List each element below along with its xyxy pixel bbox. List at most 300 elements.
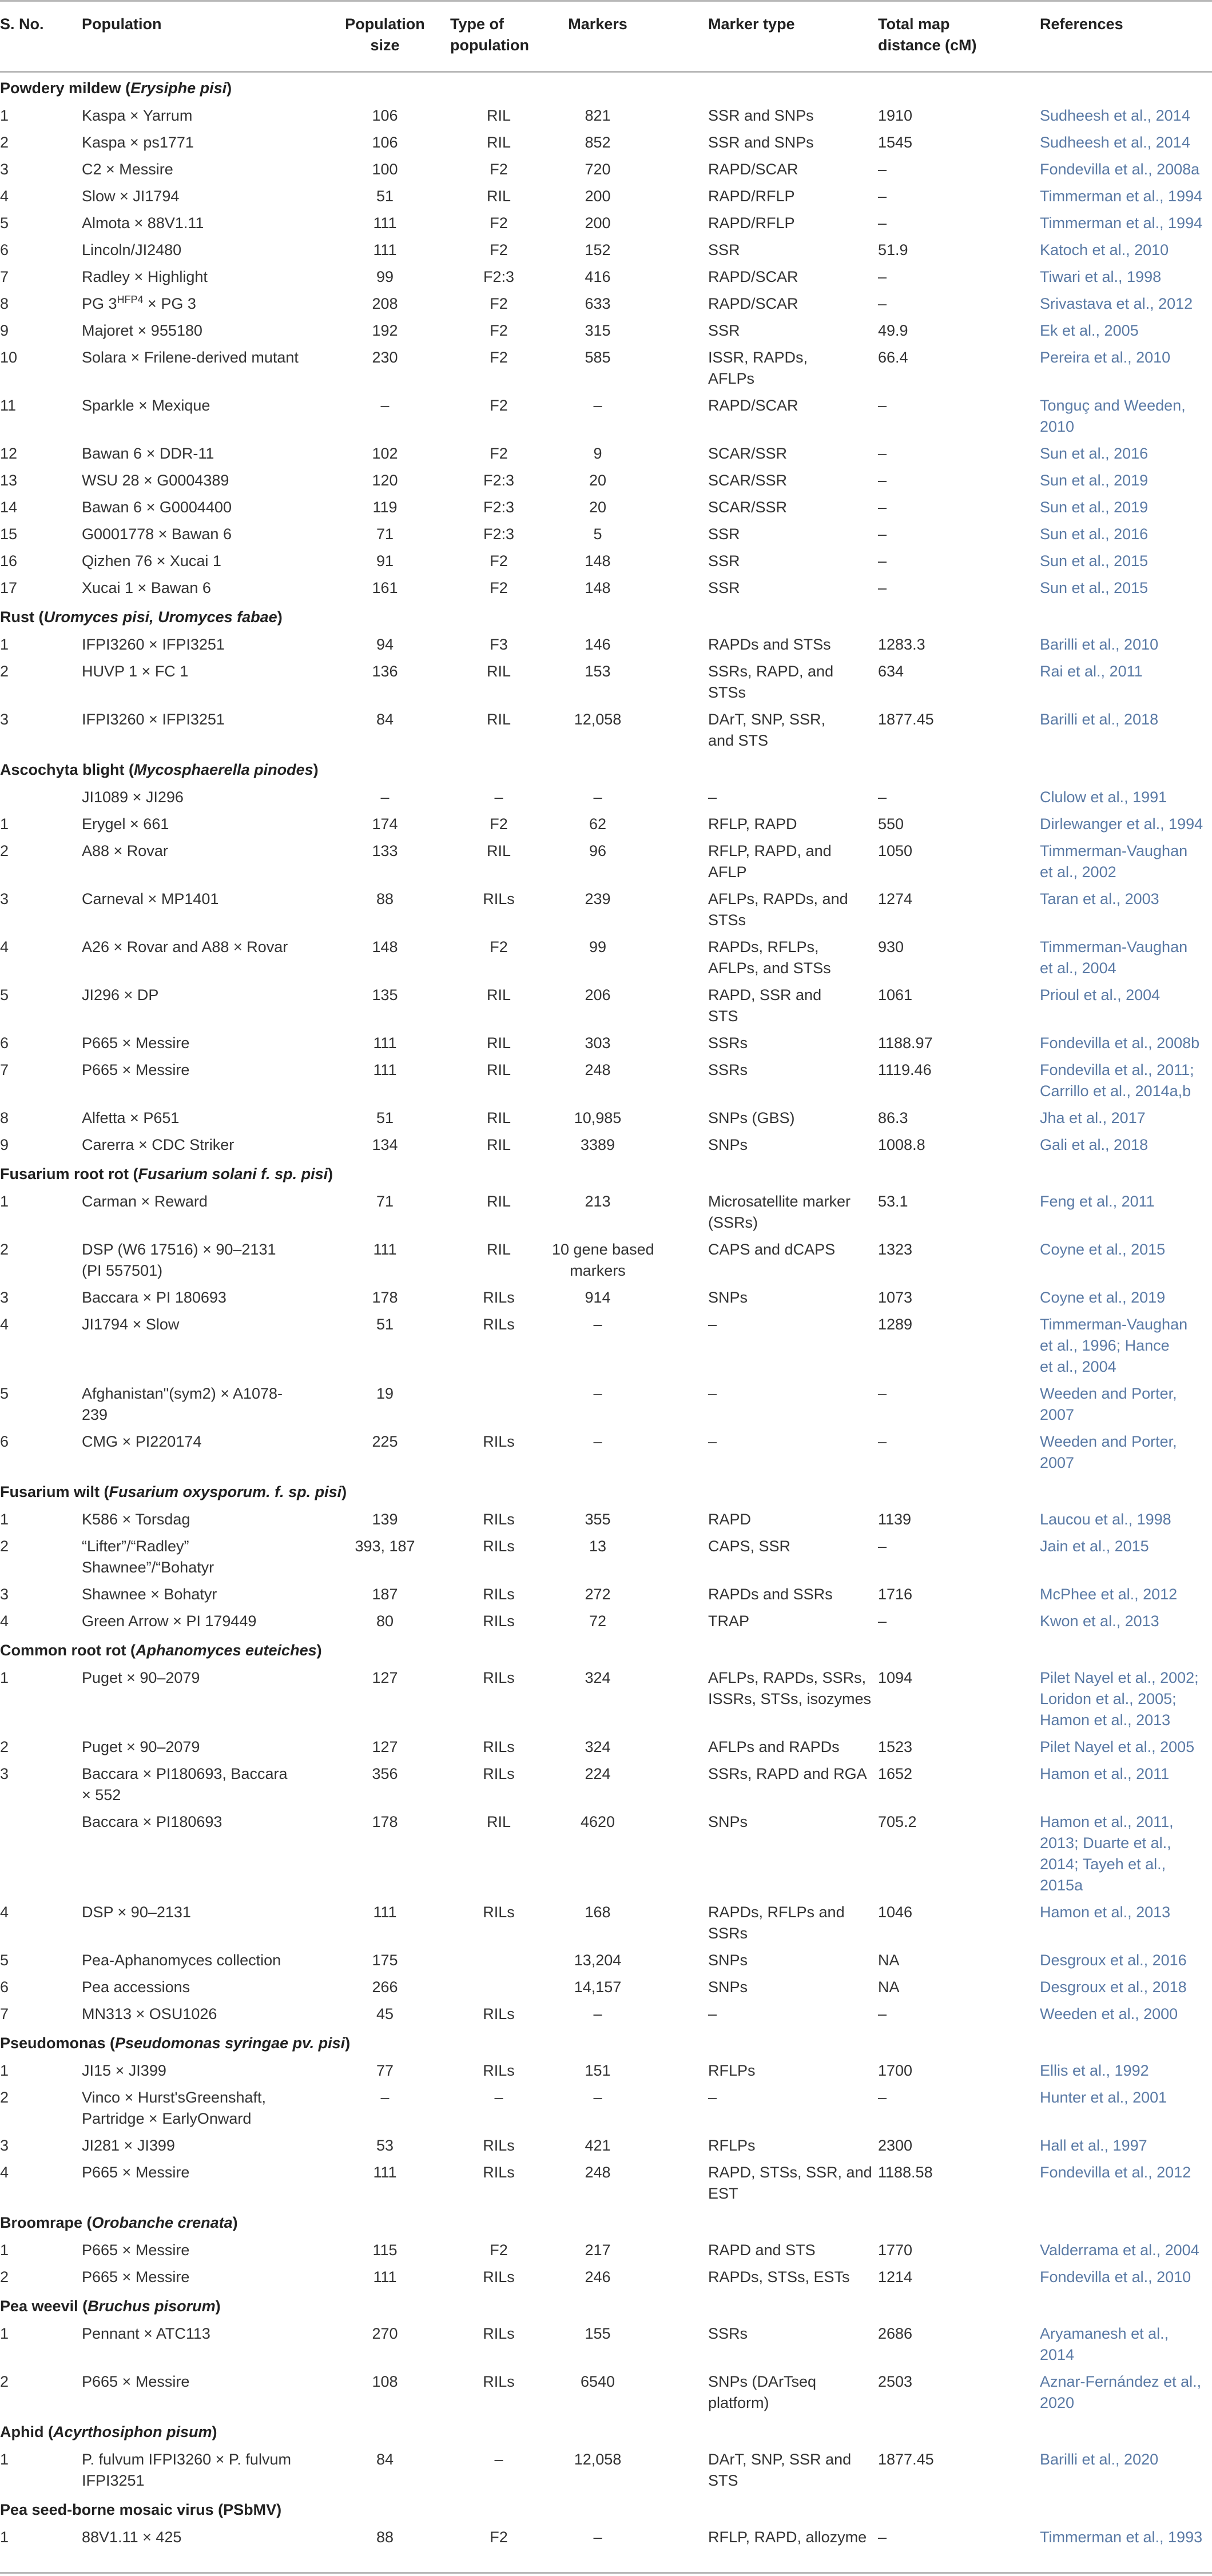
cell-sno: 3: [0, 161, 9, 178]
cell-reference: Desgroux et al., 2018: [1040, 1978, 1187, 1996]
cell-map-distance: 1283.3: [878, 636, 925, 653]
cell-markers: 13: [589, 1538, 607, 1555]
section-title: Fusarium root rot (Fusarium solani f. sp. pisi): [0, 1165, 333, 1183]
cell-sno: 6: [0, 241, 9, 258]
cell-sno: 4: [0, 1613, 9, 1630]
cell-sno: 5: [0, 986, 9, 1004]
cell-sno: 2: [0, 663, 9, 680]
cell-population: P665 × Messire: [82, 1034, 190, 1052]
cell-marker-type: SNPs: [708, 1952, 748, 1969]
cell-marker-type: SSR: [708, 552, 740, 570]
cell-marker-type: CAPS, SSR: [708, 1538, 791, 1555]
cell-population-size: 45: [376, 2005, 394, 2022]
section-latin-name: Aphanomyces euteiches: [135, 1642, 317, 1659]
cell-population: Carneval × MP1401: [82, 890, 219, 907]
cell-population: Radley × Highlight: [82, 268, 208, 285]
cell-map-distance: 1545: [878, 134, 913, 151]
cell-marker-type: RFLPs: [708, 2062, 756, 2079]
cell-sno: 6: [0, 1433, 9, 1450]
section-title: Broomrape (Orobanche crenata): [0, 2214, 238, 2231]
cell-map-distance: 1274: [878, 890, 913, 907]
cell-reference: Sun et al., 2019: [1040, 472, 1149, 489]
cell-population: JI296 × DP: [82, 986, 159, 1004]
cell-marker-type: SNPs: [708, 1289, 748, 1306]
cell-map-distance: 1094: [878, 1669, 913, 1686]
cell-markers: 272: [585, 1586, 611, 1603]
cell-map-distance: –: [878, 2089, 887, 2106]
section-title: Aphid (Acyrthosiphon pisum): [0, 2423, 217, 2440]
cell-reference: Weeden and Porter,: [1040, 1433, 1177, 1450]
cell-marker-type: SNPs: [708, 1136, 748, 1153]
cell-markers: 315: [585, 322, 611, 339]
cell-population: Kaspa × ps1771: [82, 134, 194, 151]
cell-reference: Coyne et al., 2019: [1040, 1289, 1166, 1306]
cell-sno: 12: [0, 445, 18, 462]
cell-reference: Fondevilla et al., 2011;: [1040, 1061, 1194, 1078]
cell-sno: 16: [0, 552, 18, 570]
cell-markers: 10 gene based: [552, 1241, 654, 1258]
cell-map-distance: 1652: [878, 1765, 913, 1782]
cell-sno: 4: [0, 1904, 9, 1921]
cell-map-distance: 1877.45: [878, 2451, 934, 2468]
cell-reference: Ek et al., 2005: [1040, 322, 1139, 339]
header-marker-type: Marker type: [708, 15, 795, 33]
cell-marker-type: –: [708, 1433, 717, 1450]
cell-population-type: RILs: [483, 1669, 515, 1686]
cell-map-distance: 1008.8: [878, 1136, 925, 1153]
cell-sno: 2: [0, 2089, 9, 2106]
cell-sno: 3: [0, 1765, 9, 1782]
cell-marker-type: ISSR, RAPDs,: [708, 349, 808, 366]
cell-reference: Dirlewanger et al., 1994: [1040, 815, 1203, 833]
cell-population-size: 100: [372, 161, 398, 178]
cell-marker-type: STSs: [708, 684, 746, 701]
cell-markers: 5: [593, 525, 602, 543]
cell-population: Sparkle × Mexique: [82, 397, 210, 414]
cell-population: “Lifter”/“Radley”: [82, 1538, 189, 1555]
cell-sno: 7: [0, 1061, 9, 1078]
cell-map-distance: –: [878, 295, 887, 312]
cell-marker-type: SCAR/SSR: [708, 445, 788, 462]
cell-reference: Timmerman et al., 1994: [1040, 214, 1203, 232]
cell-population-size: 393, 187: [355, 1538, 415, 1555]
cell-population-size: 88: [376, 2529, 394, 2546]
cell-population: Green Arrow × PI 179449: [82, 1613, 257, 1630]
cell-marker-type: SSR and SNPs: [708, 134, 814, 151]
cell-sno: 1: [0, 815, 9, 833]
cell-population-size: 127: [372, 1738, 398, 1755]
cell-population-type: F2: [490, 2241, 508, 2259]
cell-sno: 11: [0, 397, 17, 414]
cell-population-size: 178: [372, 1813, 398, 1830]
cell-population-size: 225: [372, 1433, 398, 1450]
section-latin-name: Pseudomonas syringae pv. pisi: [115, 2034, 345, 2052]
header-rule: [0, 71, 1212, 73]
cell-population: Almota × 88V1.11: [82, 214, 204, 232]
cell-map-distance: 1716: [878, 1586, 913, 1603]
cell-population-size: 111: [373, 1241, 397, 1258]
cell-reference: Srivastava et al., 2012: [1040, 295, 1193, 312]
cell-population: Shawnee”/“Bohatyr: [82, 1559, 214, 1576]
cell-population-type: RIL: [486, 986, 511, 1004]
cell-reference: et al., 1996; Hance: [1040, 1337, 1170, 1354]
cell-reference: Loridon et al., 2005;: [1040, 1690, 1177, 1707]
header-markers: Markers: [568, 15, 627, 33]
cell-markers: –: [593, 2529, 602, 2546]
cell-population-size: 106: [372, 107, 398, 124]
cell-sno: 1: [0, 107, 9, 124]
cell-population-size: 108: [372, 2373, 398, 2390]
cell-map-distance: –: [878, 1613, 887, 1630]
cell-sno: 10: [0, 349, 18, 366]
cell-population-size: 111: [373, 1034, 397, 1052]
cell-markers: 72: [589, 1613, 607, 1630]
cell-population: Baccara × PI 180693: [82, 1289, 226, 1306]
cell-markers: 633: [585, 295, 611, 312]
cell-reference: Hall et al., 1997: [1040, 2137, 1147, 2154]
cell-population: Carerra × CDC Striker: [82, 1136, 235, 1153]
cell-population-size: 91: [376, 552, 394, 570]
cell-sno: 1: [0, 2062, 9, 2079]
cell-population: JI1089 × JI296: [82, 789, 184, 806]
cell-sno: 2: [0, 2268, 9, 2286]
cell-population: Majoret × 955180: [82, 322, 202, 339]
cell-markers: 914: [585, 1289, 611, 1306]
cell-reference: Rai et al., 2011: [1040, 663, 1143, 680]
cell-population: WSU 28 × G0004389: [82, 472, 229, 489]
cell-reference: Hunter et al., 2001: [1040, 2089, 1167, 2106]
cell-map-distance: 1061: [878, 986, 913, 1004]
cell-population-size: 187: [372, 1586, 398, 1603]
cell-marker-type: –: [708, 789, 717, 806]
cell-markers: 324: [585, 1738, 611, 1755]
cell-reference: Hamon et al., 2011: [1040, 1765, 1170, 1782]
cell-population-size: 111: [373, 1904, 397, 1921]
cell-map-distance: –: [878, 472, 887, 489]
cell-population-size: 266: [372, 1978, 398, 1996]
section-title-text: Ascochyta blight: [0, 761, 125, 778]
cell-population: (PI 557501): [82, 1262, 163, 1279]
cell-reference: Barilli et al., 2018: [1040, 711, 1159, 728]
cell-markers: 3389: [580, 1136, 615, 1153]
section-title-text: Powdery mildew: [0, 79, 121, 97]
cell-sno: 4: [0, 2164, 9, 2181]
cell-marker-type: AFLPs, RAPDs, SSRs,: [708, 1669, 867, 1686]
cell-marker-type: STSs: [708, 911, 746, 929]
cell-markers: 146: [585, 636, 611, 653]
header-population: Population: [82, 15, 162, 33]
top-rule: [0, 0, 1212, 2]
cell-population-size: –: [380, 789, 390, 806]
cell-marker-type: –: [708, 1316, 717, 1333]
cell-marker-type: TRAP: [708, 1613, 750, 1630]
cell-sno: 4: [0, 938, 9, 955]
cell-sno: 1: [0, 2451, 9, 2468]
cell-map-distance: 1139: [878, 1511, 912, 1528]
cell-population-type: RILs: [483, 2137, 515, 2154]
cell-markers: 213: [585, 1193, 611, 1210]
cell-sno: 9: [0, 1136, 9, 1153]
cell-reference: 2020: [1040, 2394, 1075, 2411]
cell-map-distance: NA: [878, 1978, 900, 1996]
cell-population-type: RILs: [483, 2268, 515, 2286]
cell-population: C2 × Messire: [82, 161, 173, 178]
cell-population: DSP × 90–2131: [82, 1904, 191, 1921]
cell-markers: 12,058: [574, 711, 622, 728]
cell-population-type: F2:3: [483, 499, 515, 516]
cell-sno: 2: [0, 1738, 9, 1755]
section-latin-name: Mycosphaerella pinodes: [134, 761, 313, 778]
cell-marker-type: RAPD: [708, 1511, 752, 1528]
cell-marker-type: SSRs: [708, 1925, 748, 1942]
cell-marker-type: SSR: [708, 525, 740, 543]
cell-population-size: 174: [372, 815, 398, 833]
cell-sno: 4: [0, 188, 9, 205]
cell-population: 88V1.11 × 425: [82, 2529, 182, 2546]
cell-sno: 1: [0, 636, 9, 653]
cell-marker-type: RAPD/SCAR: [708, 397, 798, 414]
cell-reference: Aznar-Fernández et al.,: [1040, 2373, 1202, 2390]
cell-population-size: 84: [376, 711, 394, 728]
cell-population-size: 230: [372, 349, 398, 366]
cell-marker-type: RAPD/RFLP: [708, 214, 795, 232]
cell-population-type: RIL: [486, 1193, 511, 1210]
cell-population-type: RILs: [483, 2005, 515, 2022]
cell-markers: 355: [585, 1511, 611, 1528]
cell-reference: 2007: [1040, 1406, 1075, 1423]
header-pop-size-2: size: [370, 37, 400, 54]
cell-sno: 3: [0, 1289, 9, 1306]
cell-population: JI1794 × Slow: [82, 1316, 180, 1333]
cell-population-type: RIL: [486, 188, 511, 205]
cell-marker-type: SNPs (GBS): [708, 1109, 795, 1126]
section-latin-name: Orobanche crenata: [92, 2214, 233, 2231]
cell-map-distance: 705.2: [878, 1813, 917, 1830]
cell-reference: 2015a: [1040, 1877, 1083, 1894]
header-map-distance-2: distance (cM): [878, 37, 977, 54]
cell-reference: 2014: [1040, 2346, 1075, 2363]
cell-marker-type: ISSRs, STSs, isozymes: [708, 1690, 872, 1707]
cell-population: Carman × Reward: [82, 1193, 208, 1210]
cell-population-type: RIL: [486, 842, 511, 859]
cell-population: IFPI3260 × IFPI3251: [82, 711, 225, 728]
cell-population-size: 119: [372, 499, 398, 516]
cell-population-type: RILs: [483, 1538, 515, 1555]
cell-marker-type: SSRs: [708, 1034, 748, 1052]
cell-population-size: 133: [372, 842, 398, 859]
cell-sno: 3: [0, 890, 9, 907]
cell-population-type: RILs: [483, 2373, 515, 2390]
header-references: References: [1040, 15, 1123, 33]
cell-map-distance: –: [878, 397, 887, 414]
cell-marker-type: STS: [708, 2472, 738, 2489]
cell-reference: 2007: [1040, 1454, 1075, 1471]
cell-marker-type: RAPDs and STSs: [708, 636, 831, 653]
cell-population-type: RILs: [483, 1738, 515, 1755]
cell-population-type: RIL: [486, 1813, 511, 1830]
cell-population: JI281 × JI399: [82, 2137, 175, 2154]
cell-markers: 4620: [580, 1813, 615, 1830]
cell-markers: 12,058: [574, 2451, 622, 2468]
cell-population: G0001778 × Bawan 6: [82, 525, 232, 543]
cell-population-size: –: [380, 2089, 390, 2106]
cell-population-size: 77: [376, 2062, 394, 2079]
cell-marker-type: Microsatellite marker: [708, 1193, 851, 1210]
cell-map-distance: 1214: [878, 2268, 913, 2286]
cell-sno: 2: [0, 1538, 9, 1555]
cell-map-distance: –: [878, 552, 887, 570]
header-sno: S. No.: [0, 15, 44, 33]
cell-population: Pennant × ATC113: [82, 2325, 210, 2342]
cell-marker-type: RAPDs, STSs, ESTs: [708, 2268, 850, 2286]
cell-map-distance: 2503: [878, 2373, 913, 2390]
cell-population-type: –: [494, 2089, 503, 2106]
cell-map-distance: –: [878, 161, 887, 178]
cell-sno: 15: [0, 525, 18, 543]
cell-population: Xucai 1 × Bawan 6: [82, 579, 211, 596]
cell-sno: 3: [0, 1586, 9, 1603]
cell-markers: 421: [585, 2137, 611, 2154]
cell-population-size: 139: [372, 1511, 398, 1528]
cell-population: Shawnee × Bohatyr: [82, 1586, 217, 1603]
cell-population-type: RIL: [486, 107, 511, 124]
cell-marker-type: SSR: [708, 322, 740, 339]
cell-population-size: 53: [376, 2137, 394, 2154]
cell-sno: 2: [0, 2373, 9, 2390]
cell-population-type: F2: [490, 322, 508, 339]
cell-population: Qizhen 76 × Xucai 1: [82, 552, 221, 570]
cell-population-type: RIL: [486, 711, 511, 728]
cell-population: Partridge × EarlyOnward: [82, 2110, 252, 2127]
cell-map-distance: 51.9: [878, 241, 908, 258]
section-title-text: Pea weevil: [0, 2298, 78, 2315]
cell-reference: Pilet Nayel et al., 2005: [1040, 1738, 1195, 1755]
cell-population-type: RILs: [483, 890, 515, 907]
cell-population: IFPI3260 × IFPI3251: [82, 636, 225, 653]
cell-population-size: 111: [373, 2268, 397, 2286]
cell-marker-type: DArT, SNP, SSR and: [708, 2451, 852, 2468]
cell-population-size: 71: [376, 1193, 394, 1210]
cell-population-type: F2: [490, 214, 508, 232]
cell-reference: Sun et al., 2016: [1040, 445, 1149, 462]
cell-reference: 2013; Duarte et al.,: [1040, 1834, 1171, 1852]
cell-population-size: 51: [376, 1316, 394, 1333]
cell-markers: –: [593, 1385, 602, 1402]
cell-map-distance: 86.3: [878, 1109, 908, 1126]
cell-marker-type: AFLPs, RAPDs, and: [708, 890, 848, 907]
cell-reference: Timmerman et al., 1994: [1040, 188, 1203, 205]
cell-reference: Laucou et al., 1998: [1040, 1511, 1171, 1528]
cell-marker-type: RAPD/SCAR: [708, 268, 798, 285]
cell-marker-type: DArT, SNP, SSR,: [708, 711, 826, 728]
cell-reference: Sun et al., 2015: [1040, 552, 1149, 570]
cell-population: HUVP 1 × FC 1: [82, 663, 189, 680]
cell-reference: Tonguç and Weeden,: [1040, 397, 1186, 414]
cell-reference: Barilli et al., 2020: [1040, 2451, 1159, 2468]
cell-marker-type: AFLPs, and STSs: [708, 959, 831, 977]
cell-population-type: F2:3: [483, 268, 515, 285]
section-title-text: Pseudomonas: [0, 2034, 106, 2052]
cell-marker-type: –: [708, 2005, 717, 2022]
cell-reference: Valderrama et al., 2004: [1040, 2241, 1199, 2259]
cell-population-type: F2: [490, 815, 508, 833]
cell-reference: Hamon et al., 2013: [1040, 1711, 1171, 1729]
cell-reference: Fondevilla et al., 2012: [1040, 2164, 1191, 2181]
cell-map-distance: 930: [878, 938, 904, 955]
cell-population-type: RIL: [486, 1061, 511, 1078]
cell-population: P665 × Messire: [82, 2373, 190, 2390]
cell-markers: 324: [585, 1669, 611, 1686]
cell-markers: 200: [585, 188, 611, 205]
cell-reference: et al., 2004: [1040, 1358, 1116, 1375]
cell-population-type: RIL: [486, 1034, 511, 1052]
cell-population-size: 88: [376, 890, 394, 907]
cell-map-distance: –: [878, 1433, 887, 1450]
cell-population: IFPI3251: [82, 2472, 145, 2489]
cell-markers: 151: [585, 2062, 611, 2079]
cell-markers: 224: [585, 1765, 611, 1782]
cell-population-size: 111: [373, 2164, 397, 2181]
cell-map-distance: –: [878, 445, 887, 462]
cell-sno: 1: [0, 2325, 9, 2342]
cell-markers: 248: [585, 1061, 611, 1078]
cell-population-type: RIL: [486, 1241, 511, 1258]
cell-markers: 148: [585, 552, 611, 570]
cell-map-distance: 53.1: [878, 1193, 908, 1210]
cell-map-distance: –: [878, 499, 887, 516]
cell-reference: Sudheesh et al., 2014: [1040, 107, 1190, 124]
cell-marker-type: CAPS and dCAPS: [708, 1241, 836, 1258]
section-latin-name: Acyrthosiphon pisum: [53, 2423, 212, 2440]
cell-sno: 2: [0, 134, 9, 151]
cell-population-type: RILs: [483, 1289, 515, 1306]
cell-population-size: 102: [372, 445, 398, 462]
section-title: Pseudomonas (Pseudomonas syringae pv. pisi): [0, 2034, 351, 2052]
cell-map-distance: 1188.97: [878, 1034, 933, 1052]
cell-marker-type: RAPD/RFLP: [708, 188, 795, 205]
cell-sno: 1: [0, 2241, 9, 2259]
cell-markers: –: [593, 1316, 602, 1333]
cell-population-type: F3: [490, 636, 508, 653]
cell-population: JI15 × JI399: [82, 2062, 166, 2079]
cell-sno: 1: [0, 1669, 9, 1686]
cell-markers: 153: [585, 663, 611, 680]
cell-marker-type: AFLP: [708, 863, 747, 881]
cell-markers: 20: [589, 499, 607, 516]
cell-population: Bawan 6 × G0004400: [82, 499, 232, 516]
cell-population: Pea-Aphanomyces collection: [82, 1952, 281, 1969]
cell-sno: 5: [0, 1385, 9, 1402]
cell-reference: Fondevilla et al., 2008b: [1040, 1034, 1200, 1052]
cell-population-type: RIL: [486, 1109, 511, 1126]
cell-map-distance: 2300: [878, 2137, 913, 2154]
cell-reference: Weeden et al., 2000: [1040, 2005, 1178, 2022]
cell-marker-type: SCAR/SSR: [708, 472, 788, 489]
cell-marker-type: AFLPs: [708, 370, 755, 387]
cell-markers: 99: [589, 938, 607, 955]
cell-marker-type: STS: [708, 1008, 738, 1025]
cell-sno: 7: [0, 2005, 9, 2022]
cell-reference: Pilet Nayel et al., 2002;: [1040, 1669, 1199, 1686]
cell-population-size: 115: [372, 2241, 398, 2259]
section-title: [0, 2499, 281, 2521]
cell-population: Slow × JI1794: [82, 188, 180, 205]
cell-population: A26 × Rovar and A88 × Rovar: [82, 938, 288, 955]
section-title-text: Broomrape: [0, 2214, 83, 2231]
cell-population: P665 × Messire: [82, 1061, 190, 1078]
cell-sno: 5: [0, 1952, 9, 1969]
cell-marker-type: RFLP, RAPD, allozyme: [708, 2529, 867, 2546]
